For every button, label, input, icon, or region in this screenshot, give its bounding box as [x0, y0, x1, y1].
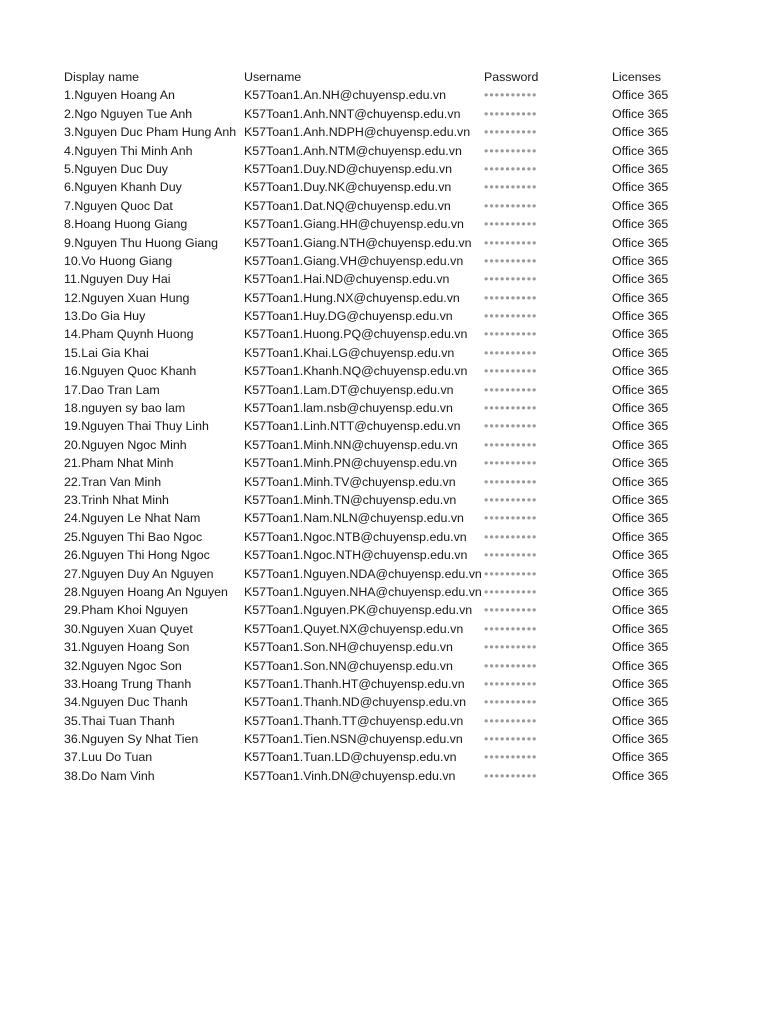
password-cell-redacted[interactable]: •••••••••• [484, 309, 538, 324]
username-cell[interactable]: K57Toan1.Tuan.LD@chuyensp.edu.vn [244, 750, 457, 765]
username-cell[interactable]: K57Toan1.lam.nsb@chuyensp.edu.vn [244, 401, 453, 416]
license-cell[interactable]: Office 365 [612, 364, 669, 379]
display-name-cell[interactable]: 35.Thai Tuan Thanh [64, 713, 175, 728]
license-cell[interactable]: Office 365 [612, 695, 669, 710]
display-name-cell[interactable]: 26.Nguyen Thi Hong Ngoc [64, 548, 210, 563]
password-cell-redacted[interactable]: •••••••••• [484, 511, 538, 526]
password-cell-redacted[interactable]: •••••••••• [484, 676, 538, 691]
table-row [64, 693, 692, 711]
username-cell[interactable]: K57Toan1.Tien.NSN@chuyensp.edu.vn [244, 732, 463, 747]
display-name-cell[interactable]: 4.Nguyen Thi Minh Anh [64, 143, 193, 158]
license-cell[interactable]: Office 365 [612, 621, 669, 636]
display-name-cell[interactable]: 38.Do Nam Vinh [64, 768, 155, 783]
license-cell[interactable]: Office 365 [612, 382, 669, 397]
username-cell[interactable]: K57Toan1.Khanh.NQ@chuyensp.edu.vn [244, 364, 468, 379]
license-cell[interactable]: Office 365 [612, 272, 669, 287]
license-cell[interactable]: Office 365 [612, 327, 669, 342]
table-row [64, 197, 692, 215]
display-name-cell[interactable]: 27.Nguyen Duy An Nguyen [64, 566, 214, 581]
password-cell-redacted[interactable]: •••••••••• [484, 640, 538, 655]
license-cell[interactable]: Office 365 [612, 732, 669, 747]
username-cell[interactable]: K57Toan1.Khai.LG@chuyensp.edu.vn [244, 345, 455, 360]
display-name-cell[interactable]: 19.Nguyen Thai Thuy Linh [64, 419, 209, 434]
table-row [64, 546, 692, 564]
license-cell[interactable]: Office 365 [612, 713, 669, 728]
license-cell[interactable]: Office 365 [612, 125, 669, 140]
header-password[interactable]: Password [484, 70, 539, 84]
license-cell[interactable]: Office 365 [612, 750, 669, 765]
table-row [64, 509, 692, 527]
display-name-cell[interactable]: 18.nguyen sy bao lam [64, 401, 186, 416]
password-cell-redacted[interactable]: •••••••••• [484, 456, 538, 471]
username-cell[interactable]: K57Toan1.An.NH@chuyensp.edu.vn [244, 88, 447, 103]
password-cell-redacted[interactable]: •••••••••• [484, 235, 538, 250]
license-cell[interactable]: Office 365 [612, 768, 669, 783]
password-cell-redacted[interactable]: •••••••••• [484, 768, 538, 783]
display-name-cell[interactable]: 37.Luu Do Tuan [64, 750, 153, 765]
table-row [64, 160, 692, 178]
table-row [64, 362, 692, 380]
table-row [64, 86, 692, 104]
username-cell[interactable]: K57Toan1.Lam.DT@chuyensp.edu.vn [244, 382, 454, 397]
license-cell[interactable]: Office 365 [612, 529, 669, 544]
username-cell[interactable]: K57Toan1.Minh.PN@chuyensp.edu.vn [244, 456, 458, 471]
license-cell[interactable]: Office 365 [612, 198, 669, 213]
username-cell[interactable]: K57Toan1.Nam.NLN@chuyensp.edu.vn [244, 511, 464, 526]
table-row [64, 417, 692, 435]
password-cell-redacted[interactable]: •••••••••• [484, 198, 538, 213]
display-name-cell[interactable]: 15.Lai Gia Khai [64, 345, 149, 360]
username-cell[interactable]: K57Toan1.Thanh.TT@chuyensp.edu.vn [244, 713, 464, 728]
password-cell-redacted[interactable]: •••••••••• [484, 272, 538, 287]
display-name-cell[interactable]: 2.Ngo Nguyen Tue Anh [64, 106, 193, 121]
username-cell[interactable]: K57Toan1.Minh.TV@chuyensp.edu.vn [244, 474, 456, 489]
username-cell[interactable]: K57Toan1.Quyet.NX@chuyensp.edu.vn [244, 621, 464, 636]
header-display-name[interactable]: Display name [64, 70, 140, 84]
username-cell[interactable]: K57Toan1.Ngoc.NTH@chuyensp.edu.vn [244, 548, 468, 563]
password-cell-redacted[interactable]: •••••••••• [484, 548, 538, 563]
display-name-cell[interactable]: 13.Do Gia Huy [64, 309, 146, 324]
username-cell[interactable]: K57Toan1.Duy.NK@chuyensp.edu.vn [244, 180, 452, 195]
license-cell[interactable]: Office 365 [612, 492, 669, 507]
table-row [64, 620, 692, 638]
license-cell[interactable]: Office 365 [612, 88, 669, 103]
table-row [64, 491, 692, 509]
display-name-cell[interactable]: 34.Nguyen Duc Thanh [64, 695, 188, 710]
display-name-cell[interactable]: 23.Trinh Nhat Minh [64, 492, 169, 507]
table-row [64, 748, 692, 766]
table-row [64, 178, 692, 196]
username-cell[interactable]: K57Toan1.Hung.NX@chuyensp.edu.vn [244, 290, 460, 305]
table-row [64, 730, 692, 748]
username-cell[interactable]: K57Toan1.Anh.NDPH@chuyensp.edu.vn [244, 125, 471, 140]
password-cell-redacted[interactable]: •••••••••• [484, 584, 538, 599]
license-cell[interactable]: Office 365 [612, 290, 669, 305]
password-cell-redacted[interactable]: •••••••••• [484, 88, 538, 103]
license-cell[interactable]: Office 365 [612, 253, 669, 268]
table-row [64, 105, 692, 123]
table-row [64, 123, 692, 141]
display-name-cell[interactable]: 5.Nguyen Duc Duy [64, 161, 168, 176]
display-name-cell[interactable]: 6.Nguyen Khanh Duy [64, 180, 182, 195]
license-cell[interactable]: Office 365 [612, 676, 669, 691]
username-cell[interactable]: K57Toan1.Giang.HH@chuyensp.edu.vn [244, 217, 464, 232]
display-name-cell[interactable]: 31.Nguyen Hoang Son [64, 640, 190, 655]
display-name-cell[interactable]: 29.Pham Khoi Nguyen [64, 603, 188, 618]
password-cell-redacted[interactable]: •••••••••• [484, 161, 538, 176]
display-name-cell[interactable]: 25.Nguyen Thi Bao Ngoc [64, 529, 203, 544]
display-name-cell[interactable]: 32.Nguyen Ngoc Son [64, 658, 182, 673]
display-name-cell[interactable]: 8.Hoang Huong Giang [64, 217, 188, 232]
license-cell[interactable]: Office 365 [612, 640, 669, 655]
display-name-cell[interactable]: 10.Vo Huong Giang [64, 253, 173, 268]
username-cell[interactable]: K57Toan1.Son.NH@chuyensp.edu.vn [244, 640, 453, 655]
table-row [64, 344, 692, 362]
password-cell-redacted[interactable]: •••••••••• [484, 566, 538, 581]
password-cell-redacted[interactable]: •••••••••• [484, 327, 538, 342]
license-cell[interactable]: Office 365 [612, 217, 669, 232]
username-cell[interactable]: K57Toan1.Giang.NTH@chuyensp.edu.vn [244, 235, 472, 250]
password-cell-redacted[interactable]: •••••••••• [484, 732, 538, 747]
table-row [64, 252, 692, 270]
display-name-cell[interactable]: 12.Nguyen Xuan Hung [64, 290, 190, 305]
display-name-cell[interactable]: 21.Pham Nhat Minh [64, 456, 174, 471]
password-cell-redacted[interactable]: •••••••••• [484, 492, 538, 507]
display-name-cell[interactable]: 22.Tran Van Minh [64, 474, 162, 489]
display-name-cell[interactable]: 14.Pham Quynh Huong [64, 327, 194, 342]
table-row [64, 767, 692, 785]
password-cell-redacted[interactable]: •••••••••• [484, 695, 538, 710]
license-cell[interactable]: Office 365 [612, 658, 669, 673]
username-cell[interactable]: K57Toan1.Anh.NNT@chuyensp.edu.vn [244, 106, 461, 121]
table-row [64, 234, 692, 252]
password-cell-redacted[interactable]: •••••••••• [484, 290, 538, 305]
license-cell[interactable]: Office 365 [612, 345, 669, 360]
username-cell[interactable]: K57Toan1.Huy.DG@chuyensp.edu.vn [244, 309, 453, 324]
license-cell[interactable]: Office 365 [612, 309, 669, 324]
table-row [64, 270, 692, 288]
table-row [64, 215, 692, 233]
license-cell[interactable]: Office 365 [612, 161, 669, 176]
password-cell-redacted[interactable]: •••••••••• [484, 217, 538, 232]
username-cell[interactable]: K57Toan1.Minh.TN@chuyensp.edu.vn [244, 492, 457, 507]
table-row [64, 142, 692, 160]
username-cell[interactable]: K57Toan1.Ngoc.NTB@chuyensp.edu.vn [244, 529, 467, 544]
password-cell-redacted[interactable]: •••••••••• [484, 437, 538, 452]
password-cell-redacted[interactable]: •••••••••• [484, 658, 538, 673]
table-row [64, 325, 692, 343]
username-cell[interactable]: K57Toan1.Nguyen.NHA@chuyensp.edu.vn [244, 584, 482, 599]
header-row [64, 68, 692, 86]
username-cell[interactable]: K57Toan1.Dat.NQ@chuyensp.edu.vn [244, 198, 451, 213]
password-cell-redacted[interactable]: •••••••••• [484, 529, 538, 544]
password-cell-redacted[interactable]: •••••••••• [484, 603, 538, 618]
username-cell[interactable]: K57Toan1.Thanh.HT@chuyensp.edu.vn [244, 676, 465, 691]
username-cell[interactable]: K57Toan1.Hai.ND@chuyensp.edu.vn [244, 272, 450, 287]
username-cell[interactable]: K57Toan1.Nguyen.PK@chuyensp.edu.vn [244, 603, 473, 618]
license-cell[interactable]: Office 365 [612, 603, 669, 618]
username-cell[interactable]: K57Toan1.Linh.NTT@chuyensp.edu.vn [244, 419, 461, 434]
username-cell[interactable]: K57Toan1.Giang.VH@chuyensp.edu.vn [244, 253, 464, 268]
table-row [64, 399, 692, 417]
table-row [64, 675, 692, 693]
display-name-cell[interactable]: 3.Nguyen Duc Pham Hung Anh [64, 125, 237, 140]
table-body [64, 86, 692, 785]
display-name-cell[interactable]: 24.Nguyen Le Nhat Nam [64, 511, 201, 526]
license-cell[interactable]: Office 365 [612, 548, 669, 563]
table-row [64, 601, 692, 619]
license-cell[interactable]: Office 365 [612, 143, 669, 158]
username-cell[interactable]: K57Toan1.Duy.ND@chuyensp.edu.vn [244, 161, 452, 176]
license-cell[interactable]: Office 365 [612, 584, 669, 599]
username-cell[interactable]: K57Toan1.Thanh.ND@chuyensp.edu.vn [244, 695, 466, 710]
display-name-cell[interactable]: 1.Nguyen Hoang An [64, 88, 175, 103]
display-name-cell[interactable]: 33.Hoang Trung Thanh [64, 676, 192, 691]
display-name-cell[interactable]: 7.Nguyen Quoc Dat [64, 198, 173, 213]
table-row [64, 528, 692, 546]
table-row [64, 436, 692, 454]
display-name-cell[interactable]: 9.Nguyen Thu Huong Giang [64, 235, 219, 250]
password-cell-redacted[interactable]: •••••••••• [484, 106, 538, 121]
password-cell-redacted[interactable]: •••••••••• [484, 180, 538, 195]
password-cell-redacted[interactable]: •••••••••• [484, 143, 538, 158]
table-row [64, 657, 692, 675]
username-cell[interactable]: K57Toan1.Vinh.DN@chuyensp.edu.vn [244, 768, 456, 783]
license-cell[interactable]: Office 365 [612, 401, 669, 416]
password-cell-redacted[interactable]: •••••••••• [484, 474, 538, 489]
password-cell-redacted[interactable]: •••••••••• [484, 125, 538, 140]
username-cell[interactable]: K57Toan1.Minh.NN@chuyensp.edu.vn [244, 437, 458, 452]
table-row [64, 307, 692, 325]
license-cell[interactable]: Office 365 [612, 511, 669, 526]
table-row [64, 289, 692, 307]
header-licenses[interactable]: Licenses [612, 70, 661, 84]
display-name-cell[interactable]: 16.Nguyen Quoc Khanh [64, 364, 197, 379]
license-cell[interactable]: Office 365 [612, 456, 669, 471]
username-cell[interactable]: K57Toan1.Huong.PQ@chuyensp.edu.vn [244, 327, 468, 342]
table-row [64, 583, 692, 601]
table-row [64, 473, 692, 491]
license-cell[interactable]: Office 365 [612, 474, 669, 489]
password-cell-redacted[interactable]: •••••••••• [484, 345, 538, 360]
table-row [64, 565, 692, 583]
table-row [64, 638, 692, 656]
license-cell[interactable]: Office 365 [612, 235, 669, 250]
display-name-cell[interactable]: 17.Dao Tran Lam [64, 382, 160, 397]
display-name-cell[interactable]: 30.Nguyen Xuan Quyet [64, 621, 193, 636]
username-cell[interactable]: K57Toan1.Anh.NTM@chuyensp.edu.vn [244, 143, 462, 158]
password-cell-redacted[interactable]: •••••••••• [484, 713, 538, 728]
username-cell[interactable]: K57Toan1.Son.NN@chuyensp.edu.vn [244, 658, 453, 673]
table-row [64, 712, 692, 730]
license-cell[interactable]: Office 365 [612, 419, 669, 434]
password-cell-redacted[interactable]: •••••••••• [484, 382, 538, 397]
license-cell[interactable]: Office 365 [612, 437, 669, 452]
display-name-cell[interactable]: 28.Nguyen Hoang An Nguyen [64, 584, 228, 599]
display-name-cell[interactable]: 36.Nguyen Sy Nhat Tien [64, 732, 199, 747]
display-name-cell[interactable]: 20.Nguyen Ngoc Minh [64, 437, 187, 452]
password-cell-redacted[interactable]: •••••••••• [484, 401, 538, 416]
spreadsheet-table [64, 68, 692, 785]
password-cell-redacted[interactable]: •••••••••• [484, 750, 538, 765]
table-row [64, 454, 692, 472]
license-cell[interactable]: Office 365 [612, 180, 669, 195]
password-cell-redacted[interactable]: •••••••••• [484, 621, 538, 636]
license-cell[interactable]: Office 365 [612, 566, 669, 581]
password-cell-redacted[interactable]: •••••••••• [484, 253, 538, 268]
table-row [64, 381, 692, 399]
header-username[interactable]: Username [244, 70, 302, 84]
username-cell[interactable]: K57Toan1.Nguyen.NDA@chuyensp.edu.vn [244, 566, 482, 581]
password-cell-redacted[interactable]: •••••••••• [484, 364, 538, 379]
password-cell-redacted[interactable]: •••••••••• [484, 419, 538, 434]
license-cell[interactable]: Office 365 [612, 106, 669, 121]
display-name-cell[interactable]: 11.Nguyen Duy Hai [64, 272, 171, 287]
